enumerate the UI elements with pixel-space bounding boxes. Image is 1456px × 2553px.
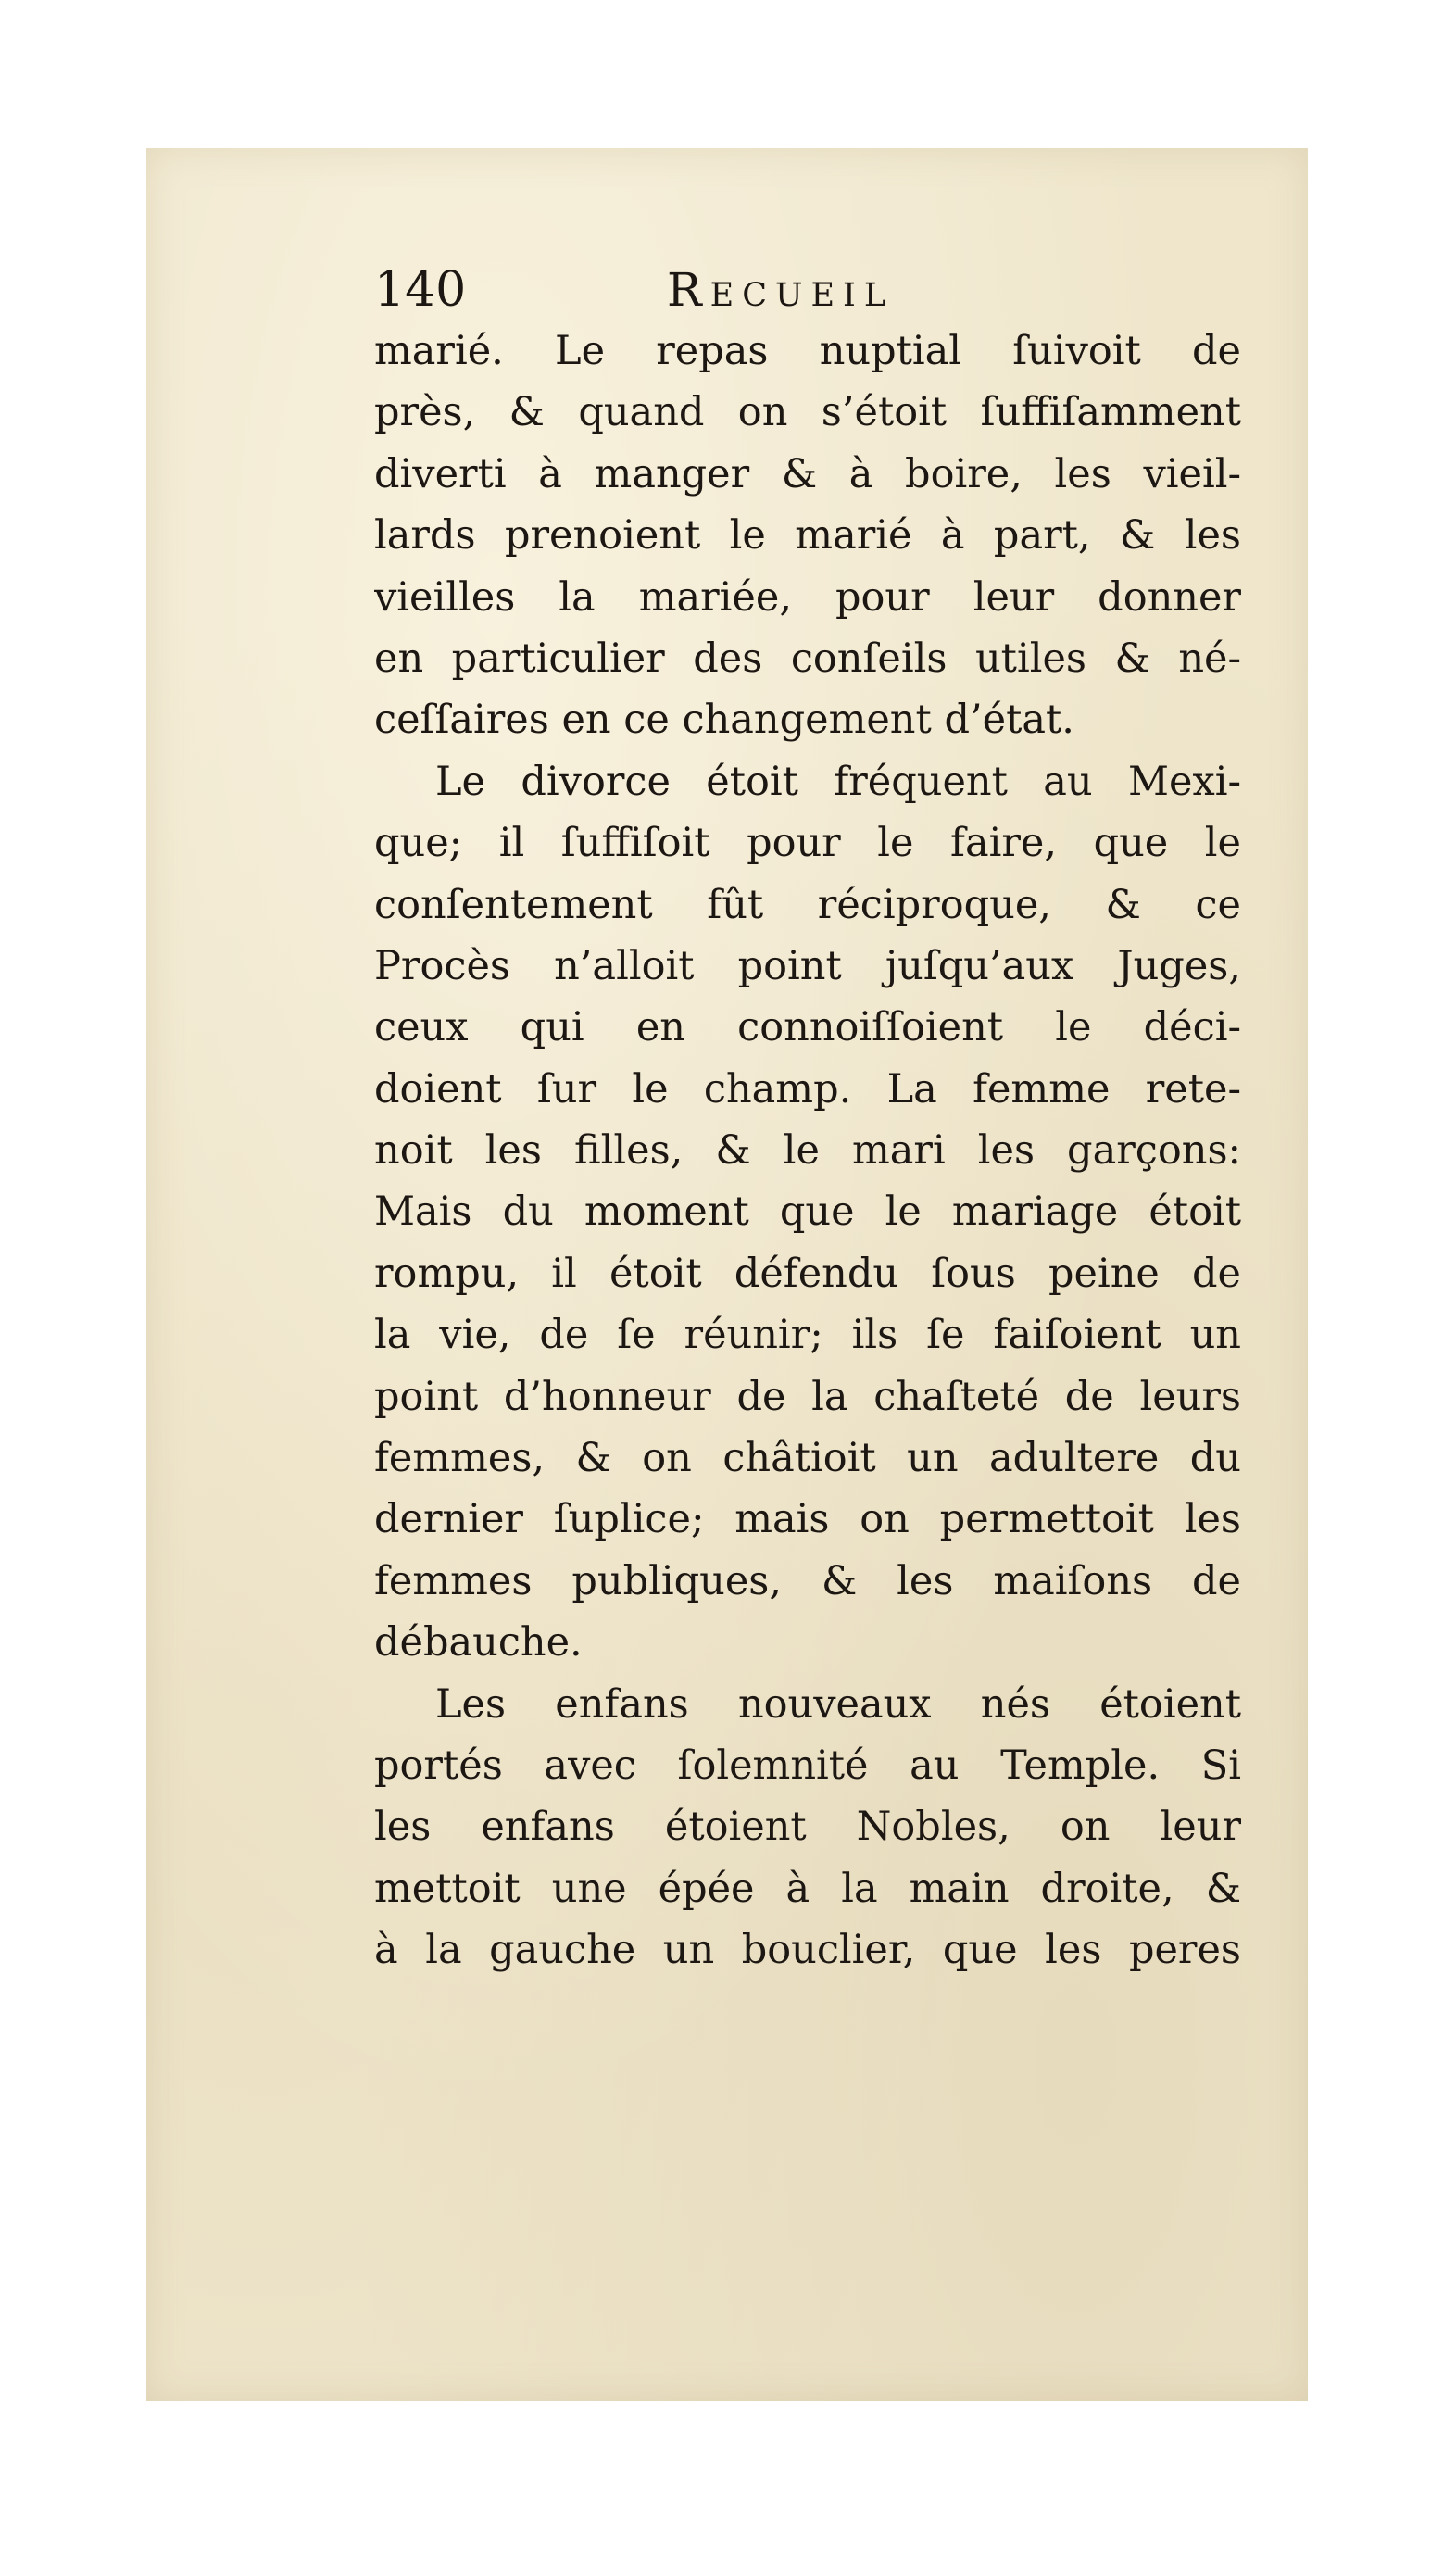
text-line: que; il ſuffiſoit pour le faire, que le <box>374 820 1241 867</box>
paragraph-first-line: Le divorce étoit fréquent au Mexi- <box>435 758 1241 805</box>
text-line: femmes publiques, & les maiſons de <box>374 1557 1241 1604</box>
text-line: ceux qui en connoiſſoient le déci- <box>374 1004 1241 1051</box>
text-line: noit les filles, & le mari les garçons: <box>374 1127 1241 1175</box>
body-text <box>374 321 1241 1981</box>
text-line: à la gauche un bouclier, que les peres <box>374 1927 1241 1974</box>
text-line: femmes, & on châtioit un adultere du <box>374 1435 1241 1482</box>
text-line: vieilles la mariée, pour leur donner <box>374 573 1241 621</box>
text-line: Mais du moment que le mariage étoit <box>374 1188 1241 1236</box>
running-head: Recueil <box>667 263 895 317</box>
text-line: près, & quand on s’étoit ſuffiſamment <box>374 389 1241 436</box>
text-line: marié. Le repas nuptial ſuivoit de <box>374 328 1241 374</box>
text-line: diverti à manger & à boire, les vieil- <box>374 450 1241 497</box>
text-line: les enfans étoient Nobles, on leur <box>374 1804 1241 1851</box>
page-header <box>374 258 1041 322</box>
text-line: la vie, de ſe réunir; ils ſe faiſoient un <box>374 1312 1241 1359</box>
text-line: débauche. <box>374 1619 583 1666</box>
paragraph-first-line: Les enfans nouveaux nés étoient <box>435 1680 1241 1728</box>
text-line: ceſſaires en ce changement d’état. <box>374 697 1074 744</box>
text-line: en particulier des conſeils utiles & né- <box>374 635 1241 682</box>
text-line: Procès n’alloit point juſqu’aux Juges, <box>374 942 1241 989</box>
text-line: doient ſur le champ. La femme rete- <box>374 1065 1241 1113</box>
text-line: point d’honneur de la chaſteté de leurs <box>374 1373 1241 1420</box>
page-number: 140 <box>374 262 467 318</box>
text-line: conſentement fût réciproque, & ce <box>374 881 1241 928</box>
text-line: mettoit une épée à la main droite, & <box>374 1865 1241 1912</box>
text-line: rompu, il étoit défendu ſous peine de <box>374 1250 1241 1297</box>
text-line: lards prenoient le marié à part, & les <box>374 512 1241 560</box>
text-line: portés avec ſolemnité au Temple. Si <box>374 1742 1241 1789</box>
text-line: dernier ſuplice; mais on permettoit les <box>374 1496 1241 1543</box>
